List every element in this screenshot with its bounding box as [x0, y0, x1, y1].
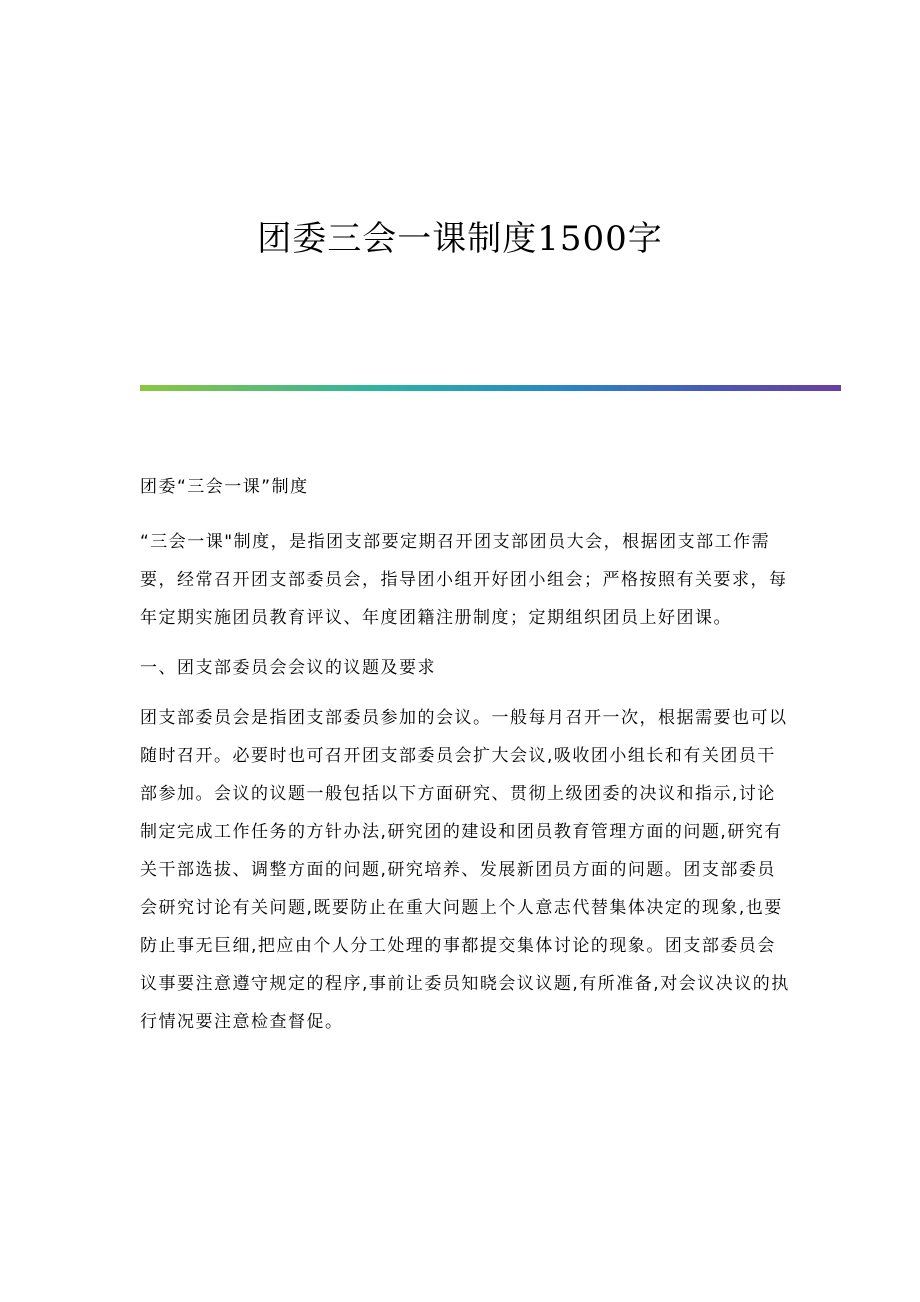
section-heading-main: 团委“三会一课”制度	[140, 477, 309, 497]
section-heading-committee: 一、团支部委员会会议的议题及要求	[140, 658, 436, 678]
title-divider	[140, 385, 841, 391]
document-title: 团委三会一课制度1500字	[257, 219, 663, 259]
document-body	[140, 463, 790, 1053]
paragraph-intro: “三会一课"制度，是指团支部要定期召开团支部团员大会，根据团支部工作需要，经常召开团支部委员会，指导团小组开好团小组会；严格按照有关要求，每年定期实施团员教育评议、年度团籍注册制度；定期组织团员上好团课。	[140, 532, 788, 628]
paragraph-committee: 团支部委员会是指团支部委员参加的会议。一般每月召开一次，根据需要也可以随时召开。必要时也可召开团支部委员会扩大会议,吸收团小组长和有关团员干部参加。会议的议题一般包括以下方面研究、贯彻上级团委的决议和指示,讨论制定完成工作任务的方针办法,研究团的建设和团员教育管理方面的问题,研究有关干部选拔、调整方面的问题,研究培养、发展新团员方面的问题。团支部委员会研究讨论有关问题,既要防止在重大问题上个人意志代替集体决定的现象,也要防止事无巨细,把应由个人分工处理的事都提交集体讨论的现象。团支部委员会议事要注意遵守规定的程序,事前让委员知晓会议议题,有所准备,对会议决议的执行情况要注意检查督促。	[140, 708, 790, 1032]
